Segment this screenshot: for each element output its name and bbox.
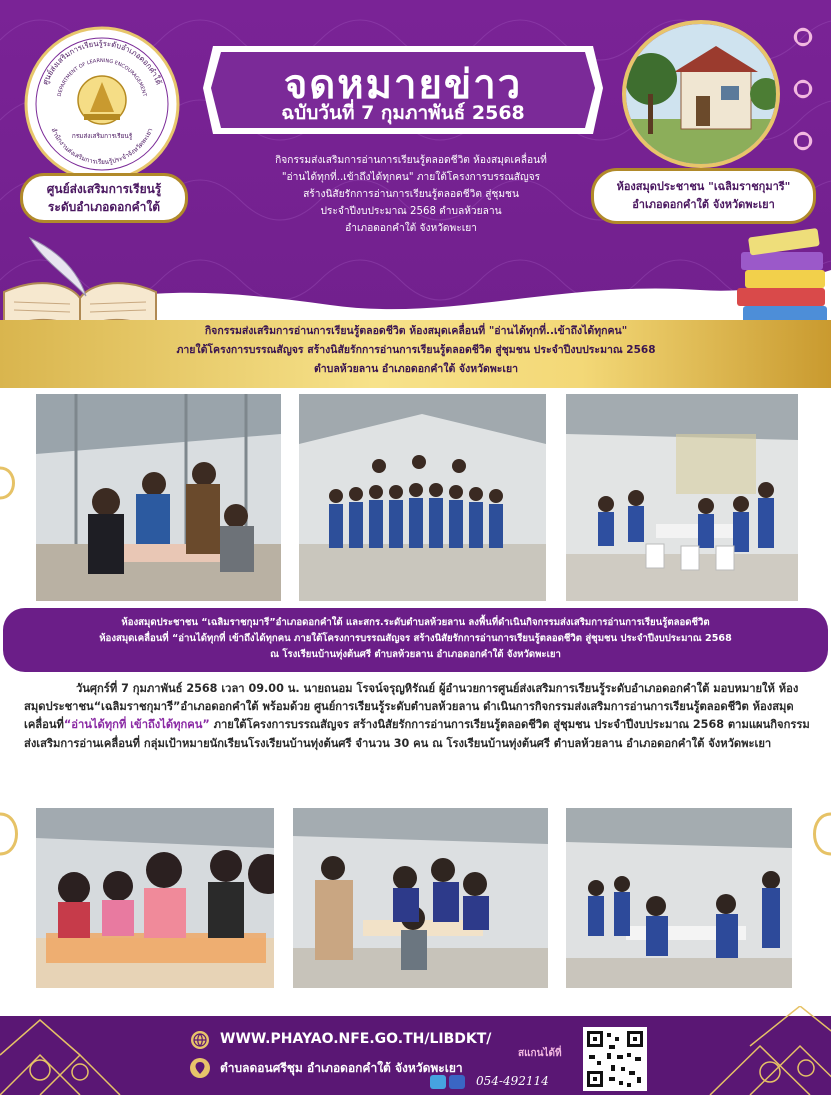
banner-line: อำเภอดอกคำใต้ จังหวัดพะเยา <box>632 198 775 211</box>
activity-photo <box>293 808 548 988</box>
news-body-part2: ภายใต้โครงการบรรณสัญจร สร้างนิสัยรักการอ่านการเรียนรู้ตลอดชีวิต สู่ชุมชน ประจำปีงบประมาณ 2568 ตามแผนกิจกรรมส่งเสริมการอ่านเคลื่อนที่ กลุ่มเป้าหมายนักเรียนโรงเรียนบ้านทุ่งต้นศรี จำนวน 30 คน ณ โรงเรียนบ้านทุ่งต้นศรี ตำบลห้วยลาน อำเภอดอกคำใต้ จังหวัดพะเยา <box>24 718 810 750</box>
footer-phone: 054-492114 <box>476 1074 549 1088</box>
news-body-part1: วันศุกร์ที่ 7 กุมภาพันธ์ 2568 เวลา 09.00 น. นายถนอม โรจน์จรุญหิรัณย์ ผู้อำนวยการศูนย์ส่งเสริมการเรียนรู้ระดับอำเภอดอกคำใต้ มอบหมายให้ ห้องสมุดประชาชน“เฉลิมราชกุมารี”อำเภอดอกคำใต้ พร้อมด้วย ศูนย์การเรียนรู้ระดับตำบลห้วยลาน ดำเนินการกิจกรรมส่งเสริมการอ่านการเรียนรู้ตลอดชีวิต ห้องสมุดเคลื่อนที่ <box>24 682 799 732</box>
intro-line: อำเภอดอกคำใต้ จังหวัดพะเยา <box>345 223 477 234</box>
side-ornament-icon <box>0 804 30 864</box>
side-ornament-icon <box>0 458 24 508</box>
globe-icon <box>190 1030 210 1050</box>
scan-label: สแกนได้ที่ <box>518 1048 562 1059</box>
flower-ornament-icon <box>780 24 826 164</box>
facebook-icon <box>449 1075 465 1089</box>
newsletter-title: จดหมายข่าว <box>283 61 523 108</box>
activity-photo <box>566 808 792 988</box>
banner-line: ระดับอำเภอดอกคำใต้ <box>47 200 161 214</box>
location-pin-icon <box>190 1057 210 1079</box>
intro-line: ประจำปีงบประมาณ 2568 ตำบลห้วยลาน <box>320 206 502 217</box>
banner-line: ห้องสมุดประชาชน "เฉลิมราชกุมารี" <box>616 180 791 193</box>
logo-ring-bottom: สำนักงานส่งเสริมการเรียนรู้ประจำจังหวัดพะเยา <box>49 126 155 167</box>
caption-line: ห้องสมุดประชาชน “เฉลิมราชกุมารี”อำเภอดอกคำใต้ และสกร.ระดับตำบลห้วยลาน ลงพื้นที่ดำเนินกิจกรรมส่งเสริมการอ่านการเรียนรู้ตลอดชีวิต <box>121 617 710 628</box>
intro-line: สร้างนิสัยรักการอ่านการเรียนรู้ตลอดชีวิต สู่ชุมชน <box>303 189 519 200</box>
caption-line: ห้องสมุดเคลื่อนที่ “อ่านได้ทุกที่ เข้าถึงได้ทุกคน ภายใต้โครงการบรรณสัญจร สร้างนิสัยรักการอ่านการเรียนรู้ตลอดชีวิต สู่ชุมชน ประจำปีงบประมาณ 2568 <box>99 633 732 644</box>
gold-band-text <box>100 322 732 379</box>
logo-inner-text: กรมส่งเสริมการเรียนรู้ <box>71 132 133 140</box>
library-building-photo <box>622 20 780 168</box>
caption-text <box>10 615 821 663</box>
library-banner <box>591 168 816 224</box>
intro-line: "อ่านได้ทุกที่..เข้าถึงได้ทุกคน" ภายใต้โครงการบรรณสัญจร <box>281 172 541 183</box>
caption-line: ณ โรงเรียนบ้านทุ่งต้นศรี ตำบลห้วยลาน อำเภอดอกคำใต้ จังหวัดพะเยา <box>270 649 561 660</box>
activity-photo <box>566 394 798 601</box>
news-body-highlight: “อ่านได้ทุกที่ เข้าถึงได้ทุกคน” <box>63 718 210 732</box>
footer-pattern-right <box>690 1006 831 1095</box>
activity-photo <box>36 808 274 988</box>
department-logo <box>24 26 180 182</box>
qr-code[interactable] <box>583 1027 647 1091</box>
footer-address: ตำบลดอนศรีชุม อำเภอดอกคำใต้ จังหวัดพะเยา <box>220 1061 463 1075</box>
newsletter-date: ฉบับวันที่ 7 กุมภาพันธ์ 2568 <box>281 102 525 124</box>
footer-pattern-left <box>0 1010 140 1095</box>
news-body <box>24 680 810 753</box>
footer-website[interactable]: WWW.PHAYAO.NFE.GO.TH/LIBDKT/ <box>220 1031 492 1047</box>
gold-line: ภายใต้โครงการบรรณสัญจร สร้างนิสัยรักการอ่านการเรียนรู้ตลอดชีวิต สู่ชุมชน ประจำปีงบประมาณ 2568 <box>176 344 656 356</box>
banner-line: ศูนย์ส่งเสริมการเรียนรู้ <box>46 182 162 196</box>
activity-photo <box>299 394 546 601</box>
intro-text <box>238 152 584 237</box>
activity-photo <box>36 394 281 601</box>
logo-ring-top: ศูนย์ส่งเสริมการเรียนรู้ระดับอำเภอดอกคำใต้ <box>40 38 164 86</box>
intro-line: กิจกรรมส่งเสริมการอ่านการเรียนรู้ตลอดชีวิต ห้องสมุดเคลื่อนที่ <box>275 155 547 166</box>
line-icon <box>430 1075 446 1089</box>
gold-line: ตำบลห้วยลาน อำเภอดอกคำใต้ จังหวัดพะเยา <box>313 363 519 375</box>
side-ornament-icon <box>800 804 831 864</box>
gold-line: กิจกรรมส่งเสริมการอ่านการเรียนรู้ตลอดชีวิต ห้องสมุดเคลื่อนที่ "อ่านได้ทุกที่..เข้าถึงได้ทุกคน" <box>204 325 628 337</box>
learning-center-banner <box>20 173 188 223</box>
logo-ring-en: DEPARTMENT OF LEARNING ENCOURAGEMENT <box>56 57 148 98</box>
